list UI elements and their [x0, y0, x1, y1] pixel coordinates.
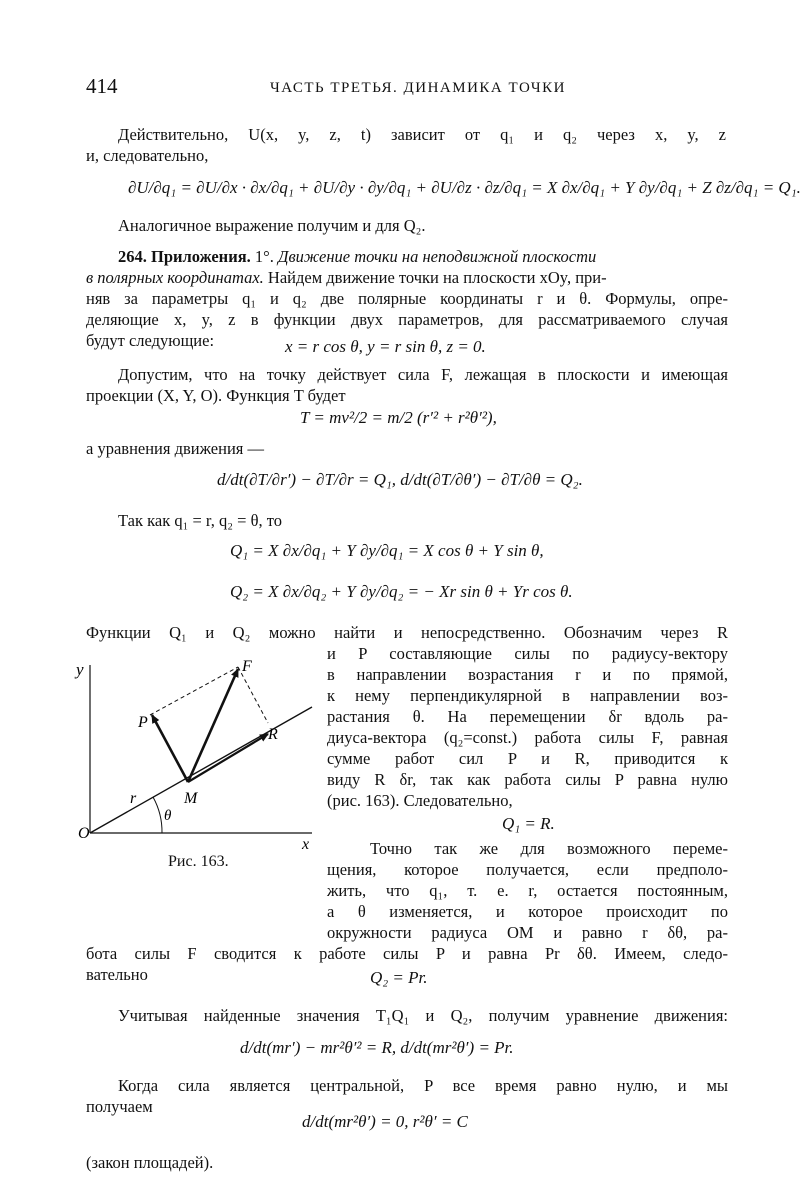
- para-6-line-5: растания θ. На перемещении δr вдоль ра-: [327, 707, 728, 726]
- equation-lagrange: d/dt(∂T/∂r′) − ∂T/∂r = Q₁, d/dt(∂T/∂θ′) − ∂T/∂θ = Q₂.: [217, 470, 583, 489]
- equation-kinetic-energy: T = mv²/2 = m/2 (r′² + r²θ′²),: [300, 408, 497, 427]
- para-4: а уравнения движения —: [86, 439, 264, 458]
- para-6-line-4: к нему перпендикулярной в направлении воз-: [327, 686, 728, 705]
- label-origin: O: [78, 825, 90, 842]
- para-6-line-9: (рис. 163). Следовательно,: [327, 791, 513, 810]
- section-264-line-3: няв за параметры q₁ и q₂ две полярные координаты r и θ. Формулы, опре-: [86, 289, 728, 308]
- label-R: R: [268, 726, 278, 743]
- dashed-line-p-f: [150, 667, 238, 715]
- section-264-line-2: в полярных координатах. Найдем движение точки на плоскости xOy, при-: [86, 268, 607, 287]
- subsection-title: Движение точки на неподвижной плоскости: [277, 247, 597, 266]
- label-r: r: [130, 790, 137, 807]
- para-3-line-1: Допустим, что на точку действует сила F, лежащая в плоскости и имеющая: [118, 365, 728, 384]
- section-number: 264. Приложения.: [118, 247, 251, 266]
- equation-Q1: Q₁ = X ∂x/∂q₁ + Y ∂y/∂q₁ = X cos θ + Y sin θ,: [230, 541, 544, 560]
- para-7-line-3: жить, что q₁, т. е. r, остается постоянным,: [327, 881, 728, 900]
- section-264-line-4: деляющие x, y, z в функции двух параметров, для рассматриваемого случая: [86, 310, 728, 329]
- label-F: F: [242, 658, 252, 675]
- label-M: M: [184, 790, 198, 807]
- figure-163: [76, 655, 320, 853]
- label-y: y: [76, 660, 84, 679]
- para-6-line-2: и P составляющие силы по радиусу-вектору: [327, 644, 728, 663]
- radius-line: [90, 707, 312, 833]
- para-6-line-3: в направлении возрастания r и по прямой,: [327, 665, 728, 684]
- para-6-line-1: Функции Q₁ и Q₂ можно найти и непосредственно. Обозначим через R: [86, 623, 728, 642]
- subsection-mark: 1°.: [254, 247, 274, 266]
- para-10: (закон площадей).: [86, 1153, 214, 1172]
- label-theta: θ: [164, 808, 172, 824]
- dashed-line-f-r: [238, 667, 268, 723]
- running-title: ЧАСТЬ ТРЕТЬЯ. ДИНАМИКА ТОЧКИ: [270, 80, 567, 96]
- vector-P: [152, 715, 188, 782]
- para-1-line-1: Действительно, U(x, y, z, t) зависит от q₁ и q₂ через x, y, z: [118, 125, 726, 144]
- para-7-line-6: бота силы F сводится к работе силы P и равна Pr δθ. Имеем, следо-: [86, 944, 728, 963]
- para-5: Так как q₁ = r, q₂ = θ, то: [118, 511, 282, 530]
- para-9-line-2: получаем: [86, 1097, 153, 1116]
- equation-motion-polar: d/dt(mr′) − mr²θ′² = R, d/dt(mr²θ′) = Pr.: [240, 1038, 514, 1057]
- subsection-title-end: в полярных координатах.: [86, 268, 264, 287]
- para-7-line-5: окружности радиуса OM и равно r δθ, ра-: [327, 923, 728, 942]
- para-7-line-7: вательно: [86, 965, 148, 984]
- section-264-line-5: будут следующие:: [86, 331, 215, 350]
- label-x: x: [302, 836, 310, 853]
- equation-Q2: Q₂ = X ∂x/∂q₂ + Y ∂y/∂q₂ = − Xr sin θ + Yr cos θ.: [230, 582, 573, 601]
- para-2: Аналогичное выражение получим и для Q₂.: [118, 216, 426, 235]
- page-number: 414: [86, 74, 118, 98]
- para-3-line-2: проекции (X, Y, O). Функция T будет: [86, 386, 346, 405]
- angle-arc: [153, 797, 162, 833]
- para-7-line-4: а θ изменяется, и которое происходит по: [327, 902, 728, 921]
- para-7-line-2: щения, которое получается, если предполо-: [327, 860, 728, 879]
- vector-F: [188, 669, 238, 782]
- para-6-line-8: виду R δr, так как работа силы P равна нулю: [327, 770, 728, 789]
- equation-Q1-R: Q₁ = R.: [502, 814, 555, 833]
- para-9-line-1: Когда сила является центральной, P все время равно нулю, и мы: [118, 1076, 728, 1095]
- equation-dU-dq1: ∂U/∂q₁ = ∂U/∂x · ∂x/∂q₁ + ∂U/∂y · ∂y/∂q₁ + ∂U/∂z · ∂z/∂q₁ = X ∂x/∂q₁ + Y ∂y/∂q₁ + Z ∂z/∂q₁ = Q₁.: [128, 178, 801, 197]
- equation-polar-coords: x = r cos θ, y = r sin θ, z = 0.: [285, 337, 486, 356]
- equation-Q2-Pr: Q₂ = Pr.: [370, 968, 428, 987]
- para-8: Учитывая найденные значения T₁Q₁ и Q₂, получим уравнение движения:: [118, 1006, 728, 1025]
- label-P: P: [138, 714, 148, 731]
- figure-caption: Рис. 163.: [168, 853, 229, 870]
- para-6-line-6: диуса-вектора (q₂=const.) работа силы F, равная: [327, 728, 728, 747]
- para-1-line-2: и, следовательно,: [86, 146, 209, 165]
- equation-area-law: d/dt(mr²θ′) = 0, r²θ′ = C: [302, 1112, 468, 1131]
- para-6-line-7: сумме работ сил P и R, приводится к: [327, 749, 728, 768]
- section-264-line-1: [118, 246, 728, 267]
- para-7-line-1: Точно так же для возможного переме-: [370, 839, 728, 858]
